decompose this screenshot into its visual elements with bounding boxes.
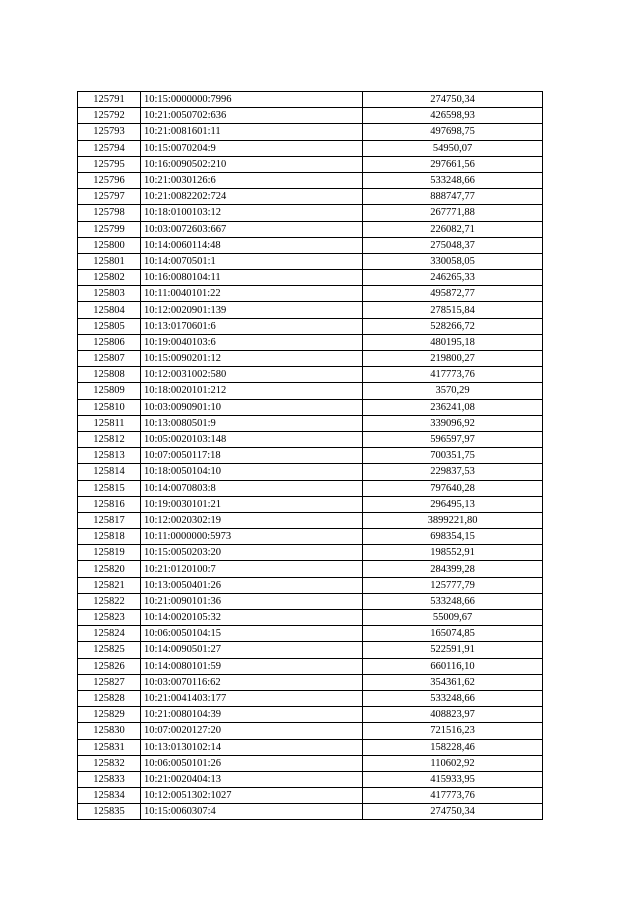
row-id-cell: 125822 [78,593,141,609]
cadastral-number-cell: 10:15:0050203:20 [141,545,363,561]
row-id-cell: 125812 [78,431,141,447]
table-row [78,92,543,108]
row-id-cell: 125825 [78,642,141,658]
table-row [78,253,543,269]
value-cell: 110602,92 [363,755,543,771]
value-cell: 533248,66 [363,593,543,609]
value-cell: 339096,92 [363,415,543,431]
row-id-cell: 125810 [78,399,141,415]
row-id-cell: 125793 [78,124,141,140]
value-cell: 528266,72 [363,318,543,334]
row-id-cell: 125833 [78,771,141,787]
cadastral-number-cell: 10:03:0072603:667 [141,221,363,237]
table-row [78,448,543,464]
value-cell: 3899221,80 [363,512,543,528]
table-row [78,237,543,253]
cadastral-number-cell: 10:21:0020404:13 [141,771,363,787]
table-row [78,480,543,496]
row-id-cell: 125798 [78,205,141,221]
value-cell: 3570,29 [363,383,543,399]
table-row [78,172,543,188]
table-row [78,674,543,690]
value-cell: 278515,84 [363,302,543,318]
value-cell: 415933,95 [363,771,543,787]
table-row [78,755,543,771]
value-cell: 54950,07 [363,140,543,156]
table-row [78,156,543,172]
table-row [78,771,543,787]
value-cell: 284399,28 [363,561,543,577]
row-id-cell: 125794 [78,140,141,156]
cadastral-number-cell: 10:03:0070116:62 [141,674,363,690]
row-id-cell: 125800 [78,237,141,253]
value-cell: 522591,91 [363,642,543,658]
cadastral-number-cell: 10:12:0051302:1027 [141,788,363,804]
table-row [78,367,543,383]
value-cell: 721516,23 [363,723,543,739]
cadastral-number-cell: 10:14:0070501:1 [141,253,363,269]
cadastral-number-cell: 10:14:0070803:8 [141,480,363,496]
cadastral-number-cell: 10:16:0090502:210 [141,156,363,172]
cadastral-number-cell: 10:21:0120100:7 [141,561,363,577]
registry-table [77,91,543,820]
row-id-cell: 125804 [78,302,141,318]
value-cell: 198552,91 [363,545,543,561]
value-cell: 275048,37 [363,237,543,253]
table-row [78,108,543,124]
value-cell: 417773,76 [363,367,543,383]
row-id-cell: 125821 [78,577,141,593]
value-cell: 698354,15 [363,529,543,545]
value-cell: 125777,79 [363,577,543,593]
value-cell: 417773,76 [363,788,543,804]
value-cell: 497698,75 [363,124,543,140]
table-row [78,739,543,755]
table-row [78,302,543,318]
row-id-cell: 125824 [78,626,141,642]
value-cell: 700351,75 [363,448,543,464]
table-row [78,577,543,593]
cadastral-number-cell: 10:19:0040103:6 [141,334,363,350]
row-id-cell: 125795 [78,156,141,172]
row-id-cell: 125820 [78,561,141,577]
value-cell: 660116,10 [363,658,543,674]
row-id-cell: 125806 [78,334,141,350]
row-id-cell: 125826 [78,658,141,674]
value-cell: 480195,18 [363,334,543,350]
row-id-cell: 125803 [78,286,141,302]
value-cell: 236241,08 [363,399,543,415]
row-id-cell: 125816 [78,496,141,512]
cadastral-number-cell: 10:15:0090201:12 [141,351,363,367]
table-row [78,610,543,626]
cadastral-number-cell: 10:12:0031002:580 [141,367,363,383]
table-row [78,512,543,528]
table-row [78,626,543,642]
table-row [78,804,543,820]
table-row [78,496,543,512]
table-row [78,286,543,302]
table-row [78,788,543,804]
table-row [78,658,543,674]
value-cell: 267771,88 [363,205,543,221]
row-id-cell: 125834 [78,788,141,804]
cadastral-number-cell: 10:19:0030101:21 [141,496,363,512]
row-id-cell: 125830 [78,723,141,739]
table-row [78,334,543,350]
value-cell: 55009,67 [363,610,543,626]
cadastral-number-cell: 10:21:0081601:11 [141,124,363,140]
table-row [78,270,543,286]
cadastral-number-cell: 10:15:0060307:4 [141,804,363,820]
value-cell: 229837,53 [363,464,543,480]
table-row [78,205,543,221]
value-cell: 246265,33 [363,270,543,286]
cadastral-number-cell: 10:14:0020105:32 [141,610,363,626]
table-row [78,318,543,334]
row-id-cell: 125831 [78,739,141,755]
cadastral-number-cell: 10:18:0050104:10 [141,464,363,480]
table-row [78,351,543,367]
row-id-cell: 125829 [78,707,141,723]
cadastral-number-cell: 10:14:0090501:27 [141,642,363,658]
cadastral-number-cell: 10:12:0020302:19 [141,512,363,528]
cadastral-number-cell: 10:13:0080501:9 [141,415,363,431]
registry-table-body [78,92,543,820]
cadastral-number-cell: 10:18:0100103:12 [141,205,363,221]
table-row [78,690,543,706]
row-id-cell: 125807 [78,351,141,367]
row-id-cell: 125813 [78,448,141,464]
cadastral-number-cell: 10:11:0040101:22 [141,286,363,302]
row-id-cell: 125832 [78,755,141,771]
cadastral-number-cell: 10:07:0020127:20 [141,723,363,739]
cadastral-number-cell: 10:16:0080104:11 [141,270,363,286]
row-id-cell: 125815 [78,480,141,496]
table-row [78,431,543,447]
value-cell: 330058,05 [363,253,543,269]
table-row [78,383,543,399]
value-cell: 533248,66 [363,690,543,706]
table-row [78,464,543,480]
value-cell: 274750,34 [363,92,543,108]
table-row [78,723,543,739]
row-id-cell: 125817 [78,512,141,528]
table-row [78,140,543,156]
cadastral-number-cell: 10:21:0050702:636 [141,108,363,124]
cadastral-number-cell: 10:06:0050104:15 [141,626,363,642]
value-cell: 274750,34 [363,804,543,820]
value-cell: 426598,93 [363,108,543,124]
cadastral-number-cell: 10:21:0090101:36 [141,593,363,609]
table-row [78,415,543,431]
cadastral-number-cell: 10:15:0000000:7996 [141,92,363,108]
row-id-cell: 125792 [78,108,141,124]
row-id-cell: 125796 [78,172,141,188]
cadastral-number-cell: 10:21:0030126:6 [141,172,363,188]
value-cell: 797640,28 [363,480,543,496]
value-cell: 165074,85 [363,626,543,642]
cadastral-number-cell: 10:12:0020901:139 [141,302,363,318]
table-row [78,529,543,545]
table-row [78,221,543,237]
table-row [78,593,543,609]
row-id-cell: 125808 [78,367,141,383]
row-id-cell: 125827 [78,674,141,690]
table-row [78,124,543,140]
cadastral-number-cell: 10:13:0170601:6 [141,318,363,334]
cadastral-number-cell: 10:14:0060114:48 [141,237,363,253]
value-cell: 888747,77 [363,189,543,205]
cadastral-number-cell: 10:21:0041403:177 [141,690,363,706]
table-row [78,189,543,205]
row-id-cell: 125802 [78,270,141,286]
row-id-cell: 125805 [78,318,141,334]
cadastral-number-cell: 10:18:0020101:212 [141,383,363,399]
value-cell: 596597,97 [363,431,543,447]
table-row [78,642,543,658]
cadastral-number-cell: 10:06:0050101:26 [141,755,363,771]
row-id-cell: 125828 [78,690,141,706]
row-id-cell: 125809 [78,383,141,399]
cadastral-number-cell: 10:05:0020103:148 [141,431,363,447]
table-row [78,707,543,723]
cadastral-number-cell: 10:14:0080101:59 [141,658,363,674]
cadastral-number-cell: 10:07:0050117:18 [141,448,363,464]
cadastral-number-cell: 10:21:0080104:39 [141,707,363,723]
value-cell: 158228,46 [363,739,543,755]
row-id-cell: 125799 [78,221,141,237]
row-id-cell: 125835 [78,804,141,820]
row-id-cell: 125823 [78,610,141,626]
value-cell: 408823,97 [363,707,543,723]
cadastral-number-cell: 10:03:0090901:10 [141,399,363,415]
row-id-cell: 125814 [78,464,141,480]
cadastral-number-cell: 10:11:0000000:5973 [141,529,363,545]
value-cell: 495872,77 [363,286,543,302]
row-id-cell: 125811 [78,415,141,431]
row-id-cell: 125797 [78,189,141,205]
cadastral-number-cell: 10:15:0070204:9 [141,140,363,156]
cadastral-number-cell: 10:13:0050401:26 [141,577,363,593]
value-cell: 533248,66 [363,172,543,188]
cadastral-number-cell: 10:21:0082202:724 [141,189,363,205]
row-id-cell: 125801 [78,253,141,269]
cadastral-number-cell: 10:13:0130102:14 [141,739,363,755]
value-cell: 219800,27 [363,351,543,367]
value-cell: 297661,56 [363,156,543,172]
value-cell: 354361,62 [363,674,543,690]
value-cell: 226082,71 [363,221,543,237]
row-id-cell: 125819 [78,545,141,561]
row-id-cell: 125791 [78,92,141,108]
value-cell: 296495,13 [363,496,543,512]
table-row [78,561,543,577]
row-id-cell: 125818 [78,529,141,545]
table-row [78,545,543,561]
table-row [78,399,543,415]
